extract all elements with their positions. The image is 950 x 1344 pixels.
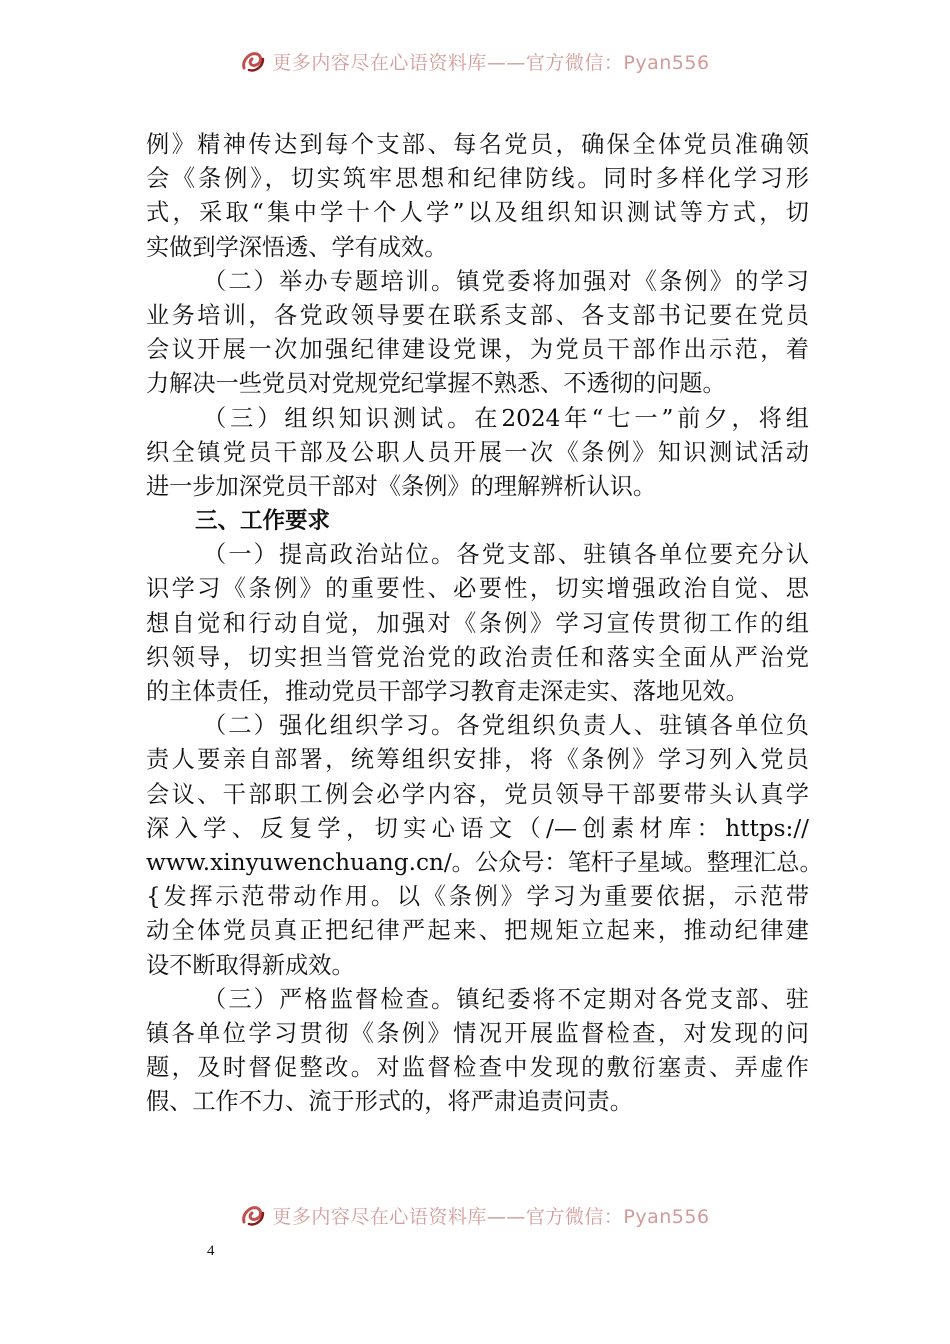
paragraph-start: （三）组织知识测试。在2024年“七一”前夕，将组 xyxy=(203,404,809,432)
paragraph-start: （一）提高政治站位。各党支部、驻镇各单位要充分认 xyxy=(203,541,809,569)
text-line: 例》精神传达到每个支部、每名党员，确保全体党员准确领 xyxy=(146,131,809,158)
text-line: 式，采取“集中学十个人学”以及组织知识测试等方式，切 xyxy=(146,199,809,227)
text-line: 题，及时督促整改。对监督检查中发现的敷衍塞责、弄虚作 xyxy=(146,1054,809,1082)
text-line: 责人要亲自部署，统筹组织安排，将《条例》学习列入党员 xyxy=(146,746,809,774)
text-line: 业务培训，各党政领导要在联系支部、各支部书记要在党员 xyxy=(146,301,809,329)
header-watermark xyxy=(0,52,950,86)
text-line: www.xinyuwenchuang.cn/。公众号：笔杆子星域。整理汇总。 xyxy=(146,848,823,876)
text-line: 会议、干部职工例会必学内容，党员领导干部要带头认真学 xyxy=(146,780,809,808)
paragraph-start: （二）强化组织学习。各党组织负责人、驻镇各单位负 xyxy=(203,712,809,740)
paragraph-start: （三）严格监督检查。镇纪委将不定期对各党支部、驻 xyxy=(203,985,809,1013)
text-line: 会议开展一次加强纪律建设党课，为党员干部作出示范，着 xyxy=(146,336,809,364)
watermark-text: 更多内容尽在心语资料库——官方微信：Pyan556 xyxy=(272,1206,710,1228)
text-line: 动全体党员真正把纪律严起来、把规矩立起来，推动纪律建 xyxy=(146,917,809,945)
page-number: 4 xyxy=(207,1243,215,1259)
document-body xyxy=(146,128,823,1119)
text-line: 设不断取得新成效。 xyxy=(146,951,355,979)
text-line: 镇各单位学习贯彻《条例》情况开展监督检查，对发现的问 xyxy=(146,1019,809,1047)
text-line: 力解决一些党员对党规党纪掌握不熟悉、不透彻的问题。 xyxy=(146,370,726,398)
text-line: 织全镇党员干部及公职人员开展一次《条例》知识测试活动 xyxy=(146,438,809,466)
text-line: 深入学、反复学，切实心语文（/—创素材库：https:// xyxy=(146,814,809,842)
text-line: 假、工作不力、流于形式的，将严肃追责问责。 xyxy=(146,1088,633,1116)
swirl-logo-icon xyxy=(240,1206,266,1228)
text-line: 织领导，切实担当管党治党的政治责任和落实全面从严治党 xyxy=(146,643,809,671)
text-line: 的主体责任，推动党员干部学习教育走深走实、落地见效。 xyxy=(146,678,749,705)
text-line: 想自觉和行动自觉，加强对《条例》学习宣传贯彻工作的组 xyxy=(146,609,809,637)
section-heading: 三、工作要求 xyxy=(195,508,331,535)
watermark-text: 更多内容尽在心语资料库——官方微信：Pyan556 xyxy=(272,52,710,74)
swirl-logo-icon xyxy=(240,52,266,74)
paragraph-start: （二）举办专题培训。镇党委将加强对《条例》的学习 xyxy=(203,267,809,295)
text-line: {发挥示范带动作用。以《条例》学习为重要依据，示范带 xyxy=(146,883,809,911)
text-line: 识学习《条例》的重要性、必要性，切实增强政治自觉、思 xyxy=(146,575,809,603)
text-line: 进一步加深党员干部对《条例》的理解辨析认识。 xyxy=(146,472,657,500)
footer-watermark xyxy=(0,1206,950,1240)
text-line: 实做到学深悟透、学有成效。 xyxy=(146,233,448,261)
text-line: 会《条例》，切实筑牢思想和纪律防线。同时多样化学习形 xyxy=(146,165,809,193)
